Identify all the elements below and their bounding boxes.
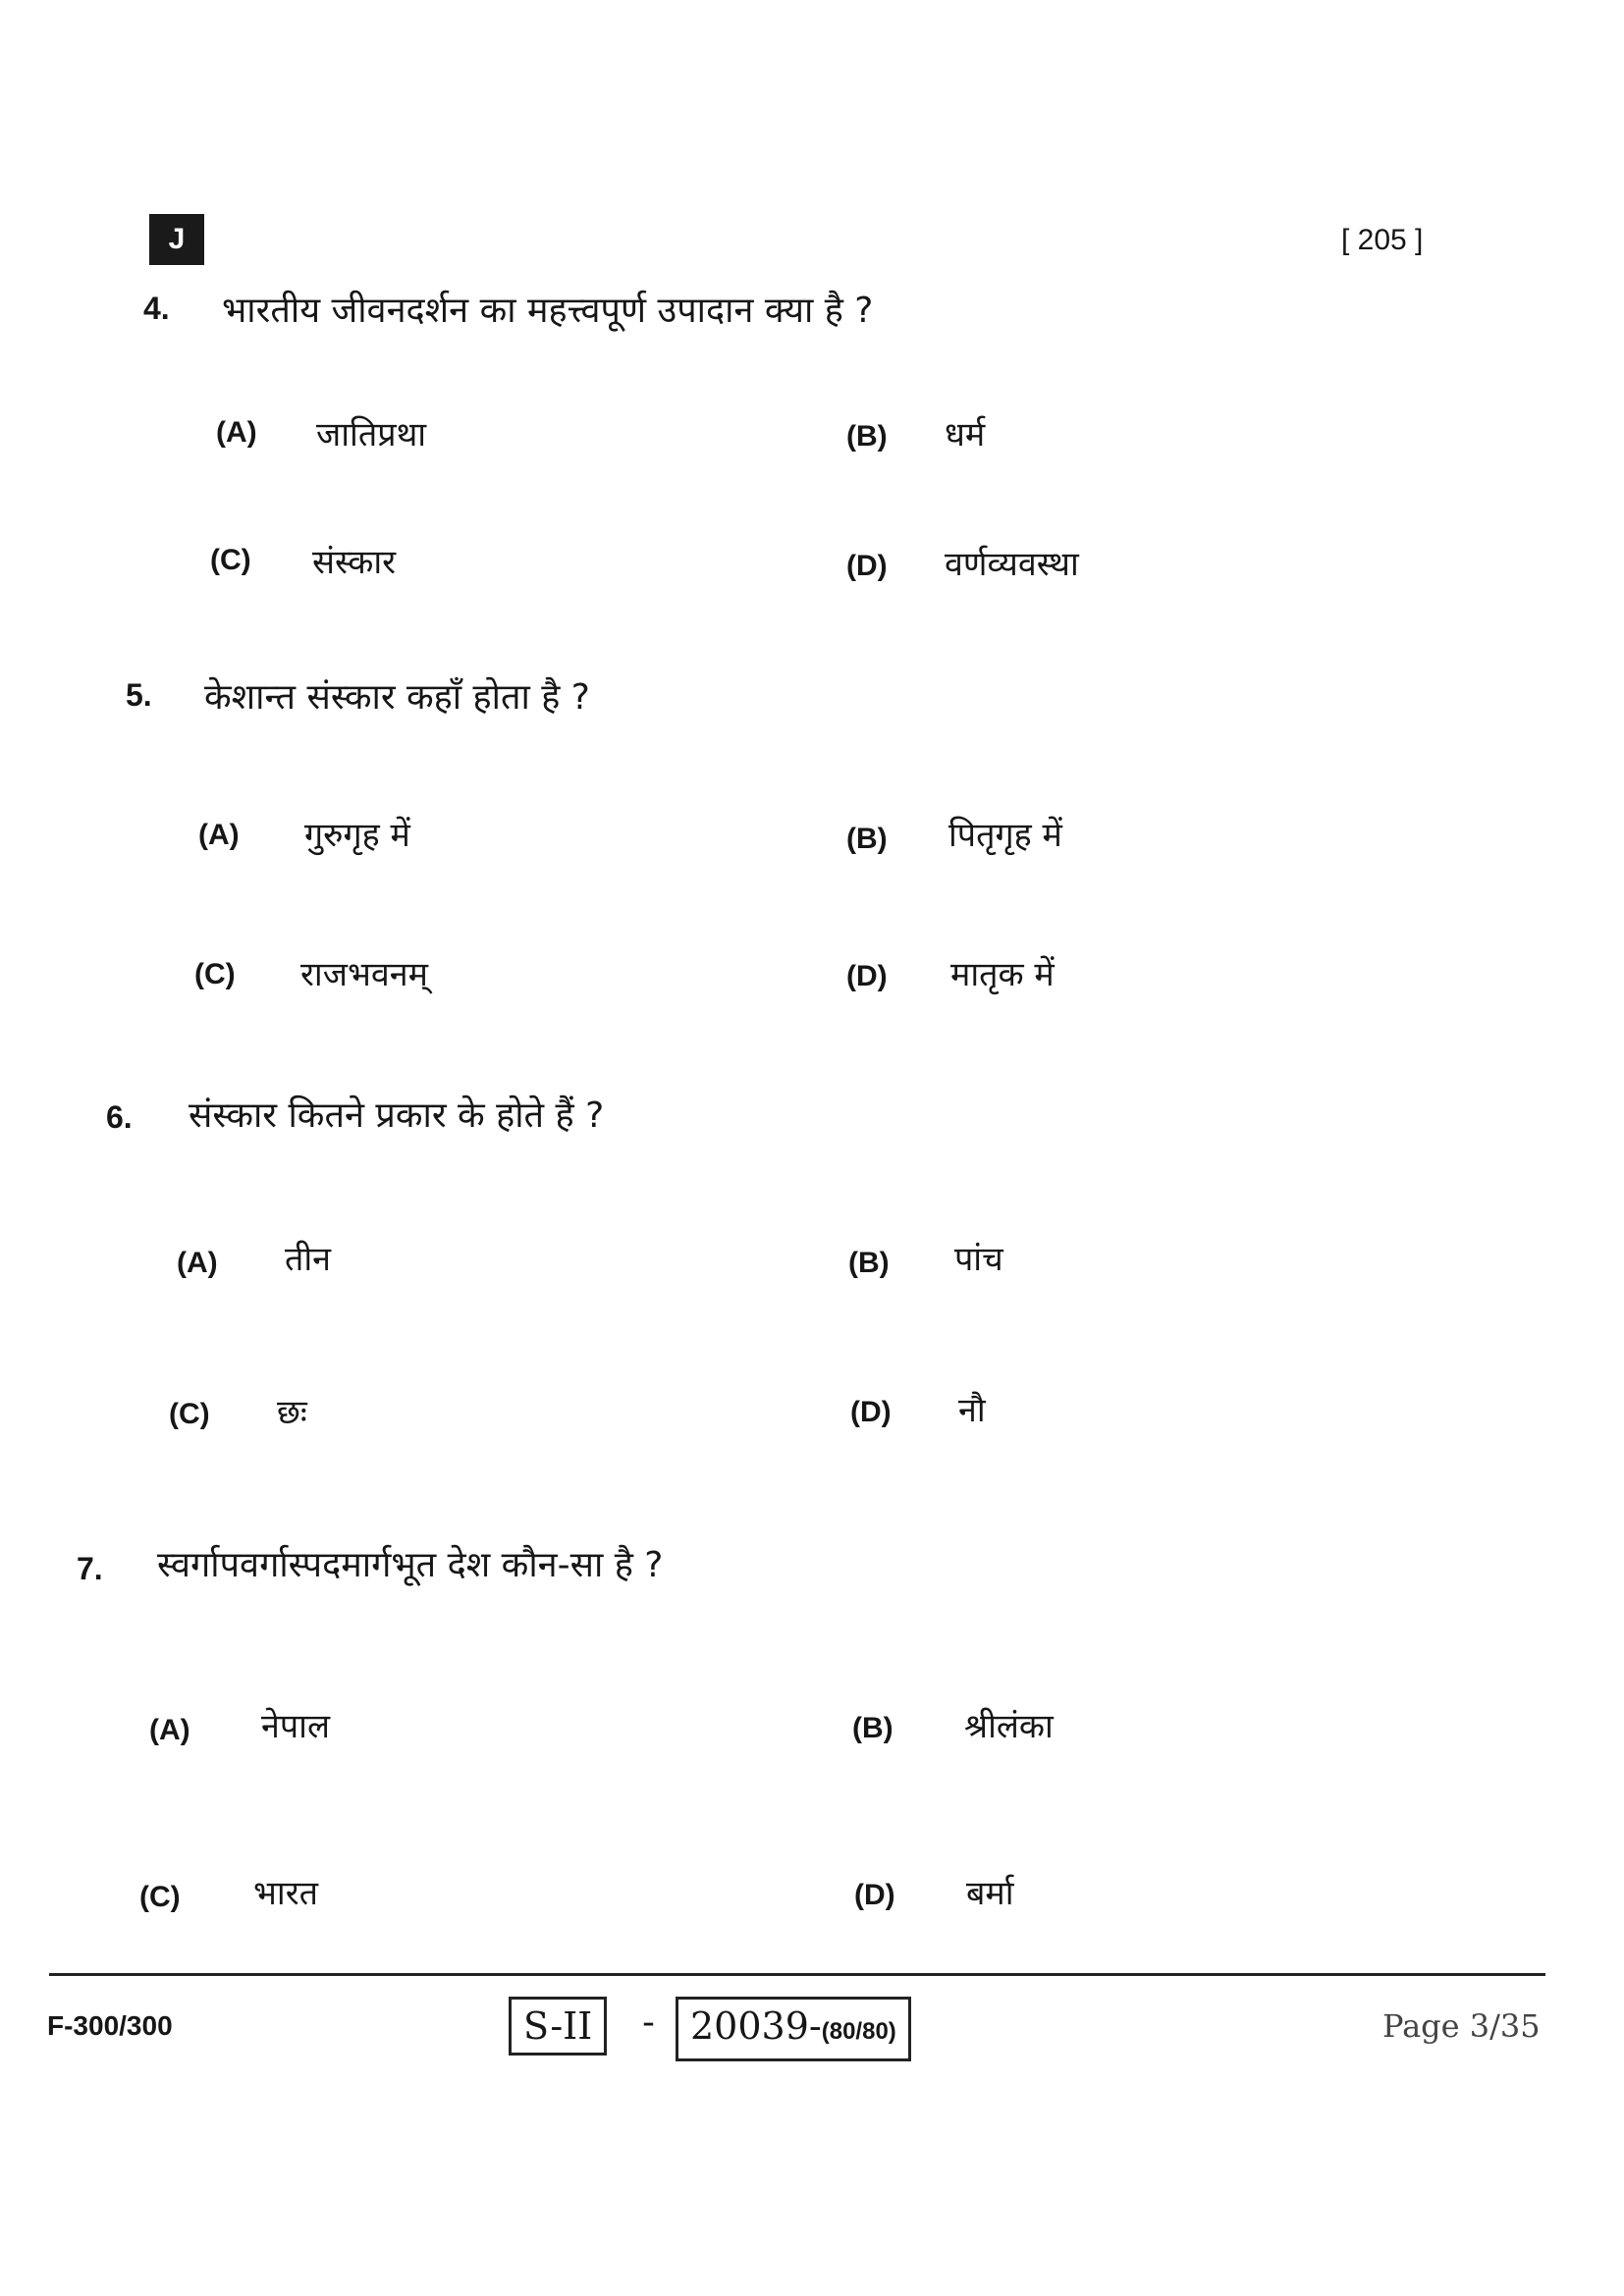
option-text: नौ	[958, 1391, 986, 1430]
question-number: 4.	[143, 291, 170, 326]
question-number: 6.	[106, 1099, 133, 1135]
option-label: (D)	[846, 550, 888, 582]
series-box: S-II	[509, 1997, 607, 2056]
option-label: (D)	[854, 1879, 895, 1911]
option-label: (B)	[846, 420, 888, 453]
paper-code: [ 205 ]	[1341, 224, 1424, 256]
option-label: (B)	[846, 823, 888, 855]
question-number: 5.	[126, 677, 152, 713]
question-text: केशान्त संस्कार कहाँ होता है ?	[204, 677, 590, 718]
option-label: (C)	[210, 544, 251, 576]
option-text: संस्कार	[312, 543, 397, 582]
option-text: भारत	[253, 1874, 318, 1913]
option-text: गुरुगृह में	[304, 816, 410, 855]
option-text: धर्म	[945, 415, 986, 454]
option-text: मातृक में	[950, 955, 1055, 994]
booklet-count: (80/80)	[821, 2018, 896, 2045]
option-text: तीन	[285, 1240, 332, 1279]
option-text: बर्मा	[966, 1874, 1014, 1913]
booklet-number: 20039-	[690, 2004, 822, 2048]
option-label: (C)	[139, 1881, 181, 1913]
page-number: Page 3/35	[1382, 2007, 1541, 2045]
option-label: (A)	[177, 1247, 218, 1279]
option-label: (C)	[169, 1398, 210, 1430]
option-text: जातिप्रथा	[316, 415, 427, 454]
option-label: (D)	[850, 1396, 892, 1428]
option-label: (A)	[216, 416, 257, 449]
option-label: (A)	[198, 819, 240, 851]
question-number: 7.	[77, 1551, 103, 1586]
option-label: (C)	[194, 958, 236, 990]
option-text: पितृगृह में	[948, 816, 1062, 855]
option-text: श्रीलंका	[964, 1707, 1054, 1746]
option-text: छः	[277, 1393, 307, 1432]
option-text: राजभवनम्	[300, 955, 428, 994]
footer-divider	[49, 1973, 1545, 1976]
set-badge: J	[149, 214, 204, 265]
option-label: (D)	[846, 960, 888, 992]
option-text: पांच	[954, 1240, 1003, 1279]
question-text: स्वर्गापवर्गास्पदमार्गभूत देश कौन-सा है ?	[157, 1545, 664, 1585]
footer-paper-id: F-300/300	[47, 2010, 173, 2041]
question-text: संस्कार कितने प्रकार के होते हैं ?	[189, 1095, 605, 1136]
booklet-number-box	[676, 1997, 911, 2061]
question-text: भारतीय जीवनदर्शन का महत्त्वपूर्ण उपादान क्या है ?	[222, 291, 874, 331]
option-label: (B)	[848, 1247, 890, 1279]
option-text: नेपाल	[261, 1707, 331, 1746]
option-label: (A)	[149, 1714, 190, 1746]
option-label: (B)	[852, 1712, 893, 1744]
footer-dash: -	[642, 2002, 655, 2043]
option-text: वर्णव्यवस्था	[945, 545, 1079, 584]
